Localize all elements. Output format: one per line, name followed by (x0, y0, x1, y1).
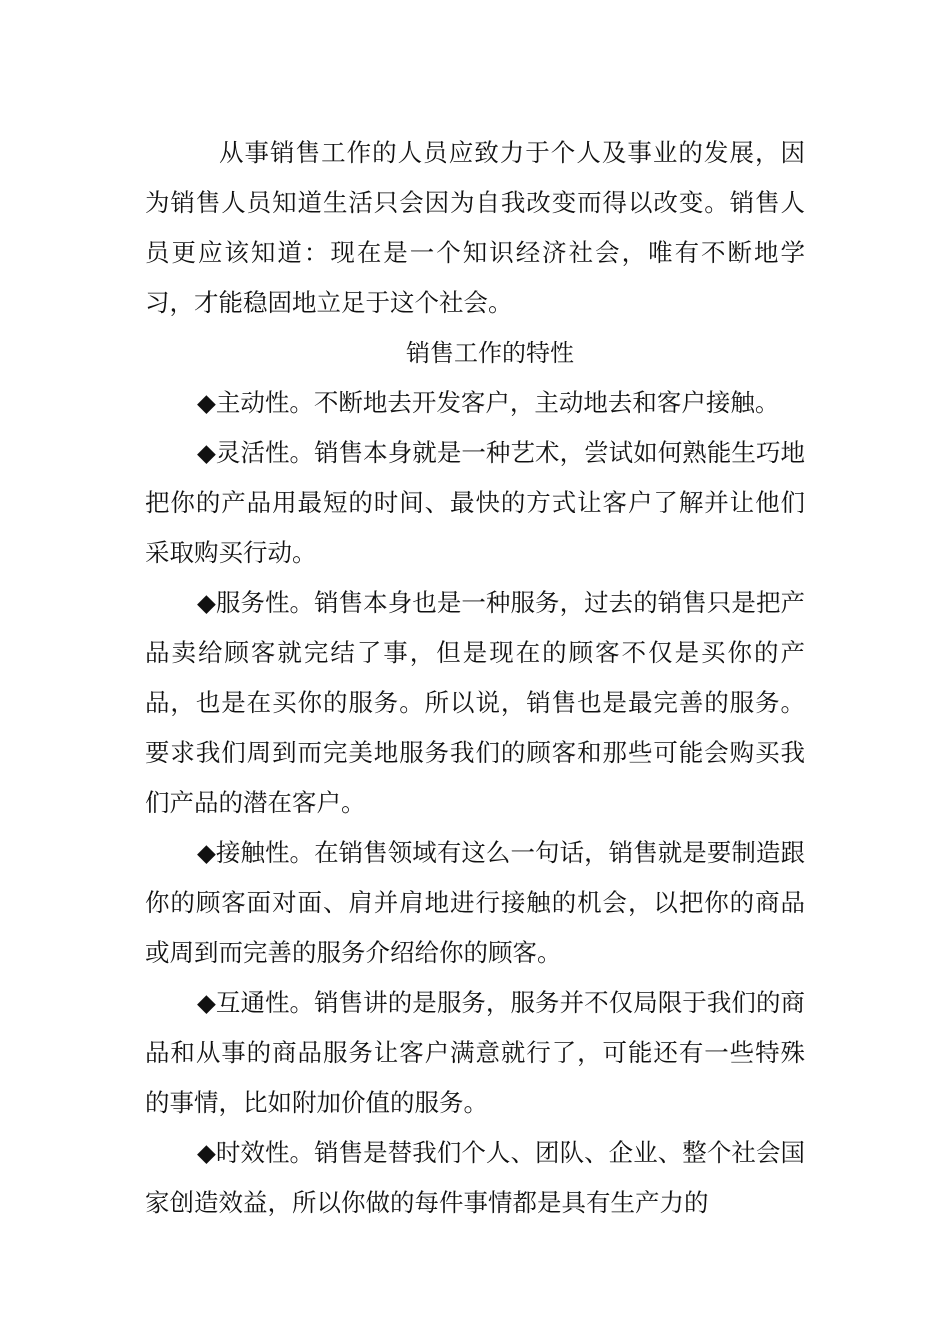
section-heading: 销售工作的特性 (406, 339, 574, 367)
feature-service: ◆服务性。销售本身也是一种服务，过去的销售只是把产品卖给顾客就完结了事，但是现在的顾客不仅是买你的产品，也是在买你的服务。所以说，销售也是最完善的服务。要求我们周到而完美地服务我们的顾客和那些可能会购买我们产品的潜在客户。 (145, 588, 805, 817)
document-page (145, 128, 805, 1228)
feature-flexibility: ◆灵活性。销售本身就是一种艺术，尝试如何熟能生巧地把你的产品用最短的时间、最快的方式让客户了解并让他们采取购买行动。 (145, 438, 805, 567)
feature-proactive: ◆主动性。不断地去开发客户，主动地去和客户接触。 (197, 388, 780, 417)
feature-interconnection: ◆互通性。销售讲的是服务，服务并不仅局限于我们的商品和从事的商品服务让客户满意就行了，可能还有一些特殊的事情，比如附加价值的服务。 (145, 988, 805, 1117)
feature-contact: ◆接触性。在销售领域有这么一句话，销售就是要制造跟你的顾客面对面、肩并肩地进行接触的机会，以把你的商品或周到而完善的服务介绍给你的顾客。 (145, 838, 805, 967)
feature-timeliness: ◆时效性。销售是替我们个人、团队、企业、整个社会国家创造效益，所以你做的每件事情都是具有生产力的 (145, 1138, 805, 1217)
intro-paragraph: 从事销售工作的人员应致力于个人及事业的发展，因为销售人员知道生活只会因为自我改变而得以改变。销售人员更应该知道：现在是一个知识经济社会，唯有不断地学习，才能稳固地立足于这个社会。 (145, 138, 805, 317)
